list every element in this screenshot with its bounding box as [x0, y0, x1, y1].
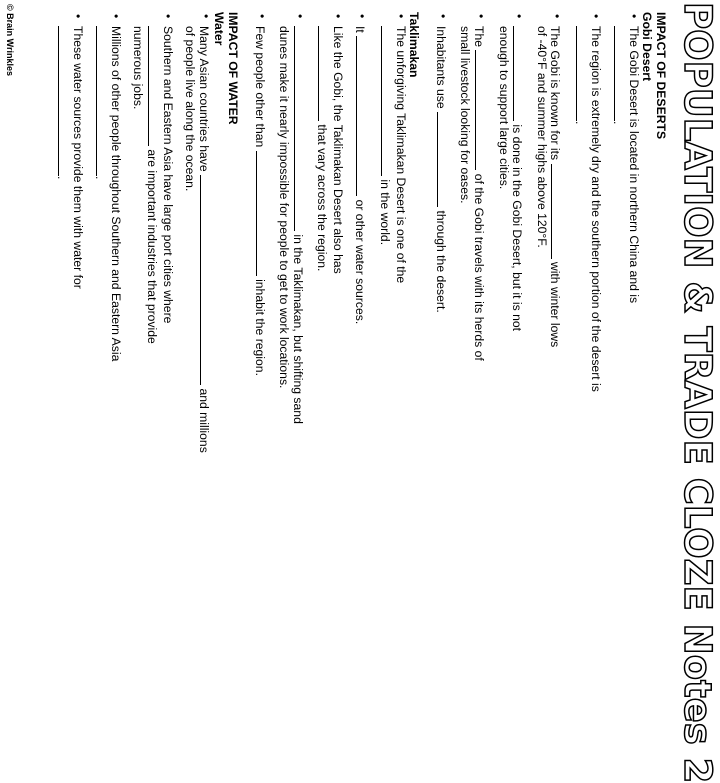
list-item: • Like the Gobi, the Taklimakan Desert also has that vary across the region.: [315, 26, 344, 527]
water-list: [54, 12, 211, 527]
list-item: • The of the Gobi travels with its herds of small livestock looking for oases.: [458, 26, 487, 527]
fill-blank[interactable]: [148, 26, 160, 146]
list-item: • Many Asian countries have and millions of people live along the ocean.: [183, 26, 212, 527]
list-item: • The region is extremely dry and the southern portion of the desert is .: [572, 26, 601, 527]
fill-blank[interactable]: [294, 26, 306, 231]
fill-blank[interactable]: [58, 26, 70, 176]
fill-blank[interactable]: [256, 151, 268, 276]
fill-blank[interactable]: [357, 36, 369, 196]
fill-blank[interactable]: [475, 50, 487, 170]
list-item: • These water sources provide them with water for .: [54, 26, 83, 527]
taklimakan-list: [252, 12, 407, 527]
list-item: • Few people other than inhabit the region.: [252, 26, 268, 527]
list-item: • Millions of other people throughout Southern and Eastern Asia .: [93, 26, 122, 527]
notes-content: [45, 12, 667, 527]
list-item: • Southern and Eastern Asia have large port cities where are important industries that provide numerous jobs.: [131, 26, 174, 527]
subheading-water: Water: [212, 12, 227, 46]
copyright-notice: © Brain Wrinkles: [5, 4, 15, 76]
list-item: • It or other water sources.: [353, 26, 369, 527]
list-item: • The Gobi is known for its with winter lows of -40°F and summer highs above 120°F.: [534, 26, 563, 527]
fill-blank[interactable]: [318, 26, 330, 121]
fill-blank[interactable]: [513, 26, 525, 121]
list-item: • is done in the Gobi Desert, but it is not enough to support large cities.: [496, 26, 525, 527]
fill-blank[interactable]: [576, 26, 588, 121]
gobi-list: [433, 12, 640, 527]
section-heading-deserts: IMPACT OF DESERTS: [654, 12, 668, 140]
fill-blank[interactable]: [200, 175, 212, 385]
page-title: POPULATION & TRADE CLOZE Notes 2: [676, 2, 719, 783]
list-item: • The Gobi Desert is located in northern China and is .: [611, 26, 640, 527]
list-item: • The unforgiving Taklimakan Desert is one of the in the world.: [378, 26, 407, 527]
fill-blank[interactable]: [96, 26, 108, 176]
list-item: • in the Taklimakan, but shifting sand dunes make it nearly impossible for people to get to work locations.: [277, 26, 306, 527]
list-item: • Inhabitants use through the desert.: [433, 26, 449, 527]
subheading-taklimakan: Taklimakan: [407, 12, 422, 78]
fill-blank[interactable]: [551, 164, 563, 259]
fill-blank[interactable]: [437, 112, 449, 207]
fill-blank[interactable]: [614, 26, 626, 121]
subheading-gobi: Gobi Desert: [640, 12, 655, 82]
section-heading-water: IMPACT OF WATER: [225, 12, 240, 125]
fill-blank[interactable]: [381, 26, 393, 176]
